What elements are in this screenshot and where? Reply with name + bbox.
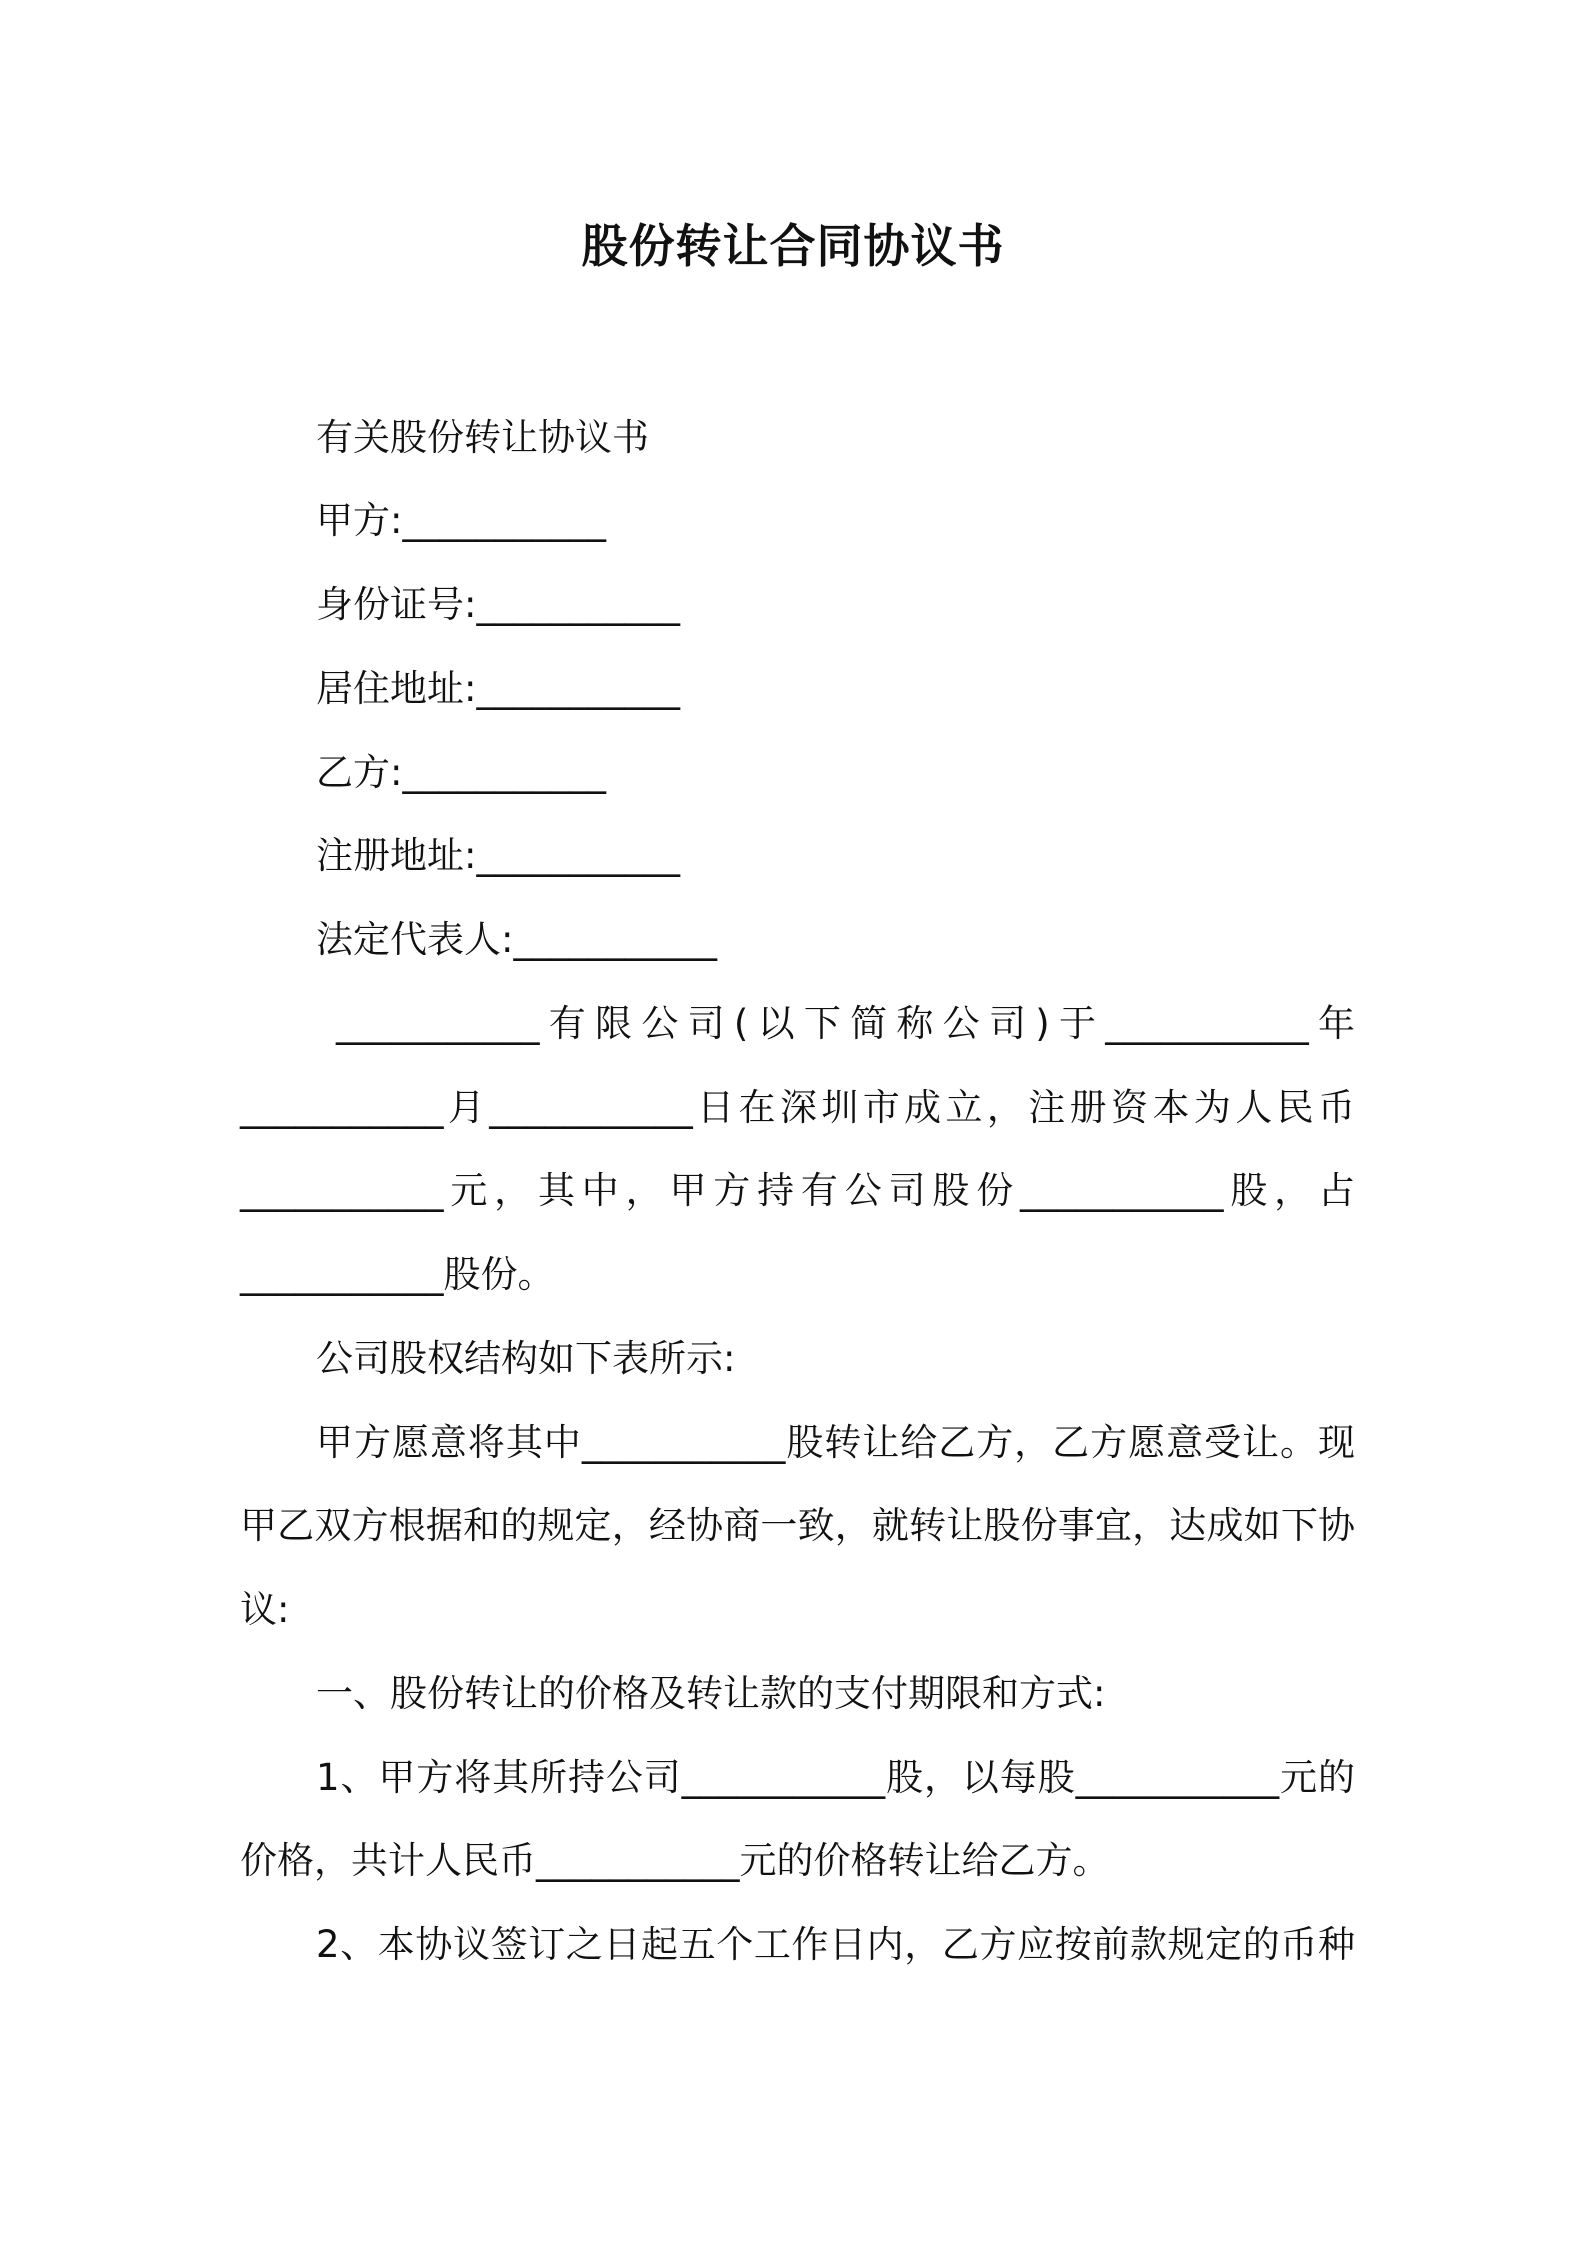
transfer-intent-line-2: 甲乙双方根据和的规定，经协商一致，就转让股份事宜，达成如下协 xyxy=(240,1504,1355,1547)
company-intro-line-2: ___________月___________日在深圳市成立，注册资本为人民币 xyxy=(240,1086,1355,1129)
registered-address-field: 注册地址:___________ xyxy=(316,834,680,877)
transfer-intent-line-1: 甲方愿意将其中___________股转让给乙方，乙方愿意受让。现 xyxy=(316,1421,1355,1464)
company-intro-line-4: ___________股份。 xyxy=(240,1253,555,1296)
party-a-field: 甲方:___________ xyxy=(316,499,606,542)
equity-structure-text: 公司股权结构如下表所示: xyxy=(316,1337,736,1380)
id-number-field: 身份证号:___________ xyxy=(316,583,680,626)
clause-2-line-1: 2、本协议签订之日起五个工作日内，乙方应按前款规定的币种 xyxy=(316,1923,1355,1966)
company-intro-line-3: ___________元，其中，甲方持有公司股份___________股，占 xyxy=(240,1169,1355,1212)
clause-1-line-2: 价格，共计人民币___________元的价格转让给乙方。 xyxy=(240,1839,1110,1882)
residence-address-field: 居住地址:___________ xyxy=(316,667,680,710)
document-title: 股份转让合同协议书 xyxy=(581,219,1005,273)
company-intro-line-1: ___________有限公司(以下简称公司)于___________年 xyxy=(336,1002,1355,1045)
party-b-field: 乙方:___________ xyxy=(316,751,606,794)
transfer-intent-line-3: 议: xyxy=(240,1588,290,1631)
clause-1-line-1: 1、甲方将其所持公司___________股，以每股___________元的 xyxy=(316,1756,1355,1799)
legal-representative-field: 法定代表人:___________ xyxy=(316,918,717,961)
doc-subtitle: 有关股份转让协议书 xyxy=(316,416,649,459)
section-1-heading: 一、股份转让的价格及转让款的支付期限和方式: xyxy=(316,1672,1106,1715)
